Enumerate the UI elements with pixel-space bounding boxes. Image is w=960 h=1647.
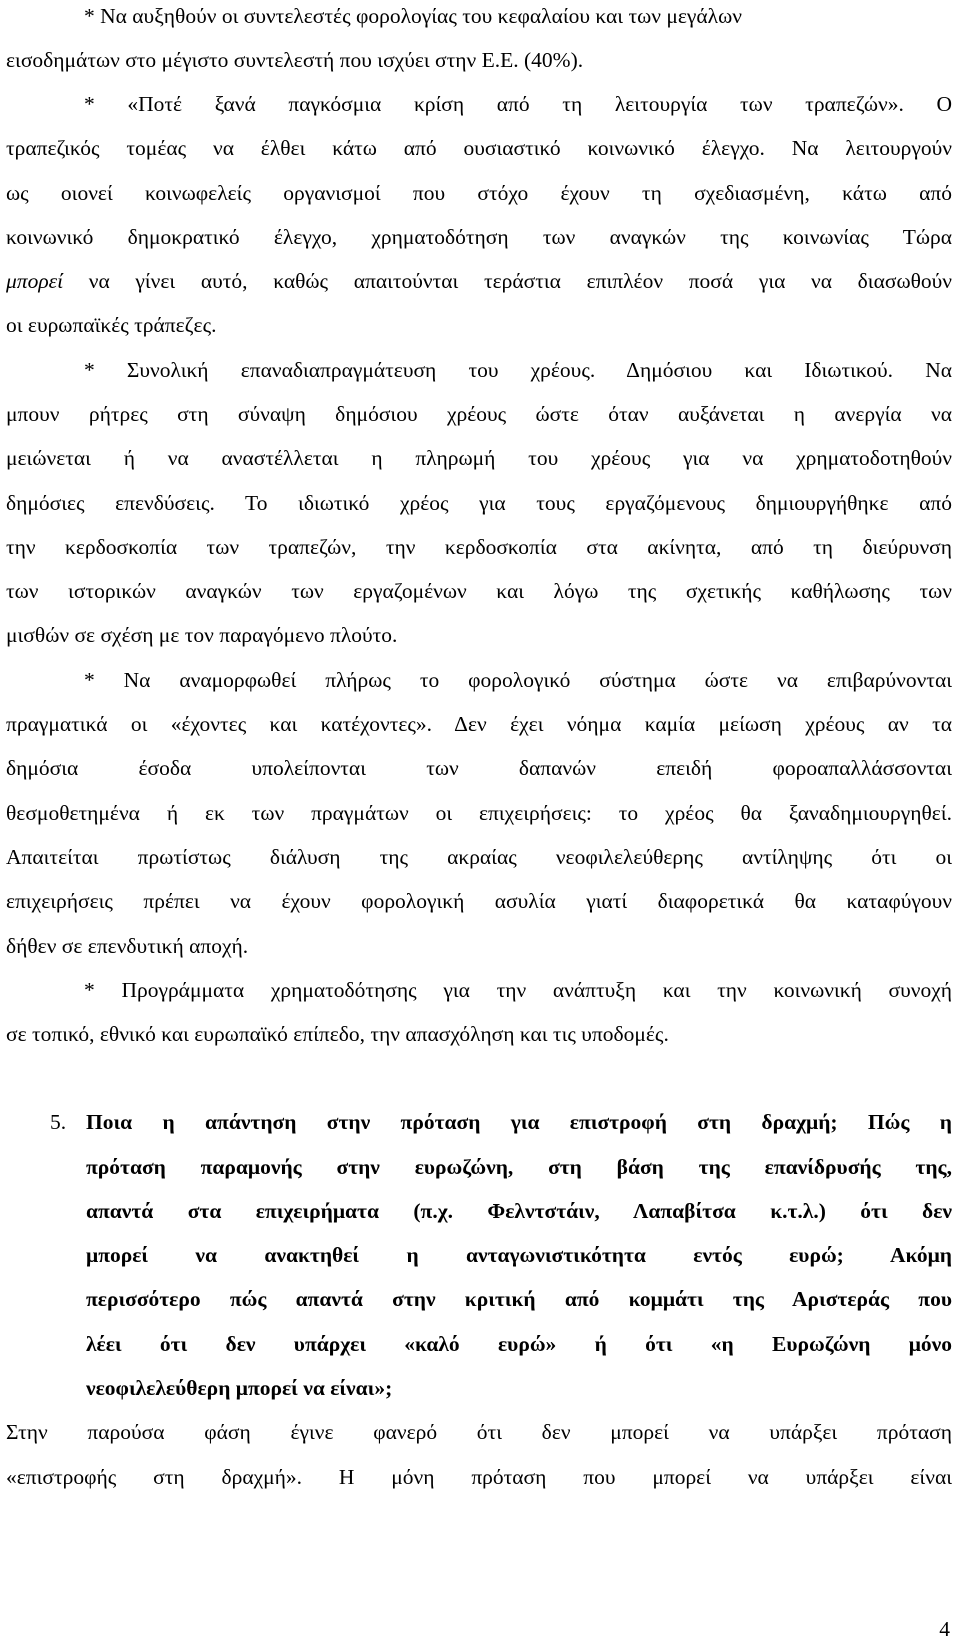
italic-word: μπορεί — [6, 269, 64, 293]
text-line: μειώνεται ή να αναστέλλεται η πληρωμή του χρέους για να χρηματοδοτηθούν — [6, 446, 952, 470]
text-line-with-italic: μπορεί να γίνει αυτό, καθώς απαιτούνται τεράστια επιπλέον ποσά για να διασωθούν — [6, 269, 952, 293]
text-line: την κερδοσκοπία των τραπεζών, την κερδοσκοπία στα ακίνητα, από τη διεύρυνση — [6, 535, 952, 559]
text-line: κοινωνικό δημοκρατικό έλεγχο, χρηματοδότηση των αναγκών της κοινωνίας Τώρα — [6, 225, 952, 249]
text-line: μισθών σε σχέση με τον παραγόμενο πλούτο. — [6, 623, 398, 647]
answer-line: «επιστροφής στη δραχμή». Η μόνη πρόταση που μπορεί να υπάρξει είναι — [6, 1465, 952, 1489]
question-line: περισσότερο πώς απαντά στην κριτική από κομμάτι της Αριστεράς που — [86, 1287, 952, 1311]
question-line: μπορεί να ανακτηθεί η ανταγωνιστικότητα εντός ευρώ; Ακόμη — [86, 1243, 952, 1267]
answer-line: Στην παρούσα φάση έγινε φανερό ότι δεν μπορεί να υπάρξει πρόταση — [6, 1420, 952, 1444]
text-line: Απαιτείται πρωτίστως διάλυση της ακραίας νεοφιλελεύθερης αντίληψης ότι οι — [6, 845, 952, 869]
question-line: απαντά στα επιχειρήματα (π.χ. Φελντστάιν, Λαπαβίτσα κ.τ.λ.) ότι δεν — [86, 1199, 952, 1223]
page-number: 4 — [939, 1617, 950, 1641]
text-line: * Να αυξηθούν οι συντελεστές φορολογίας του κεφαλαίου και των μεγάλων — [84, 4, 742, 28]
text-line: δημόσιες επενδύσεις. Το ιδιωτικό χρέος για τους εργαζόμενους δημιουργήθηκε από — [6, 491, 952, 515]
text-line: δήθεν σε επενδυτική αποχή. — [6, 934, 249, 958]
text-line: * Συνολική επαναδιαπραγμάτευση του χρέους. Δημόσιου και Ιδιωτικού. Να — [84, 358, 952, 382]
text-line: δημόσια έσοδα υπολείπονται των δαπανών επειδή φοροαπαλλάσσονται — [6, 756, 952, 780]
text-line: μπουν ρήτρες στη σύναψη δημόσιου χρέους ώστε όταν αυξάνεται η ανεργία να — [6, 402, 952, 426]
text-line: σε τοπικό, εθνικό και ευρωπαϊκό επίπεδο, την απασχόληση και τις υποδομές. — [6, 1022, 669, 1046]
question-number: 5. — [50, 1110, 67, 1134]
text-line: θεσμοθετημένα ή εκ των πραγμάτων οι επιχειρήσεις: το χρέος θα ξαναδημιουργηθεί. — [6, 801, 952, 825]
text-line: εισοδημάτων στο μέγιστο συντελεστή που ισχύει στην Ε.Ε. (40%). — [6, 48, 584, 72]
text-line: οι ευρωπαϊκές τράπεζες. — [6, 313, 217, 337]
text-line: * «Ποτέ ξανά παγκόσμια κρίση από τη λειτουργία των τραπεζών». Ο — [84, 92, 952, 116]
question-line: νεοφιλελεύθερη μπορεί να είναι»; — [86, 1376, 393, 1400]
question-line: λέει ότι δεν υπάρχει «καλό ευρώ» ή ότι «η Ευρωζώνη μόνο — [86, 1332, 952, 1356]
text-line: πραγματικά οι «έχοντες και κατέχοντες». Δεν έχει νόημα καμία μείωση χρέους αν τα — [6, 712, 952, 736]
question-line: πρόταση παραμονής στην ευρωζώνη, στη βάση της επανίδρυσής της, — [86, 1155, 952, 1179]
question-line: Ποια η απάντηση στην πρόταση για επιστροφή στη δραχμή; Πώς η — [86, 1110, 952, 1134]
text-line: ως οιονεί κοινωφελείς οργανισμοί που στόχο έχουν τη σχεδιασμένη, κάτω από — [6, 181, 952, 205]
text-line: * Προγράμματα χρηματοδότησης για την ανάπτυξη και την κοινωνική συνοχή — [84, 978, 952, 1002]
text-line: των ιστορικών αναγκών των εργαζομένων και λόγω της σχετικής καθήλωσης των — [6, 579, 952, 603]
text-line: τραπεζικός τομέας να έλθει κάτω από ουσιαστικό κοινωνικό έλεγχο. Να λειτουργούν — [6, 136, 952, 160]
text-line: επιχειρήσεις πρέπει να έχουν φορολογική ασυλία γιατί διαφορετικά θα καταφύγουν — [6, 889, 952, 913]
text-line: * Να αναμορφωθεί πλήρως το φορολογικό σύστημα ώστε να επιβαρύνονται — [84, 668, 952, 692]
